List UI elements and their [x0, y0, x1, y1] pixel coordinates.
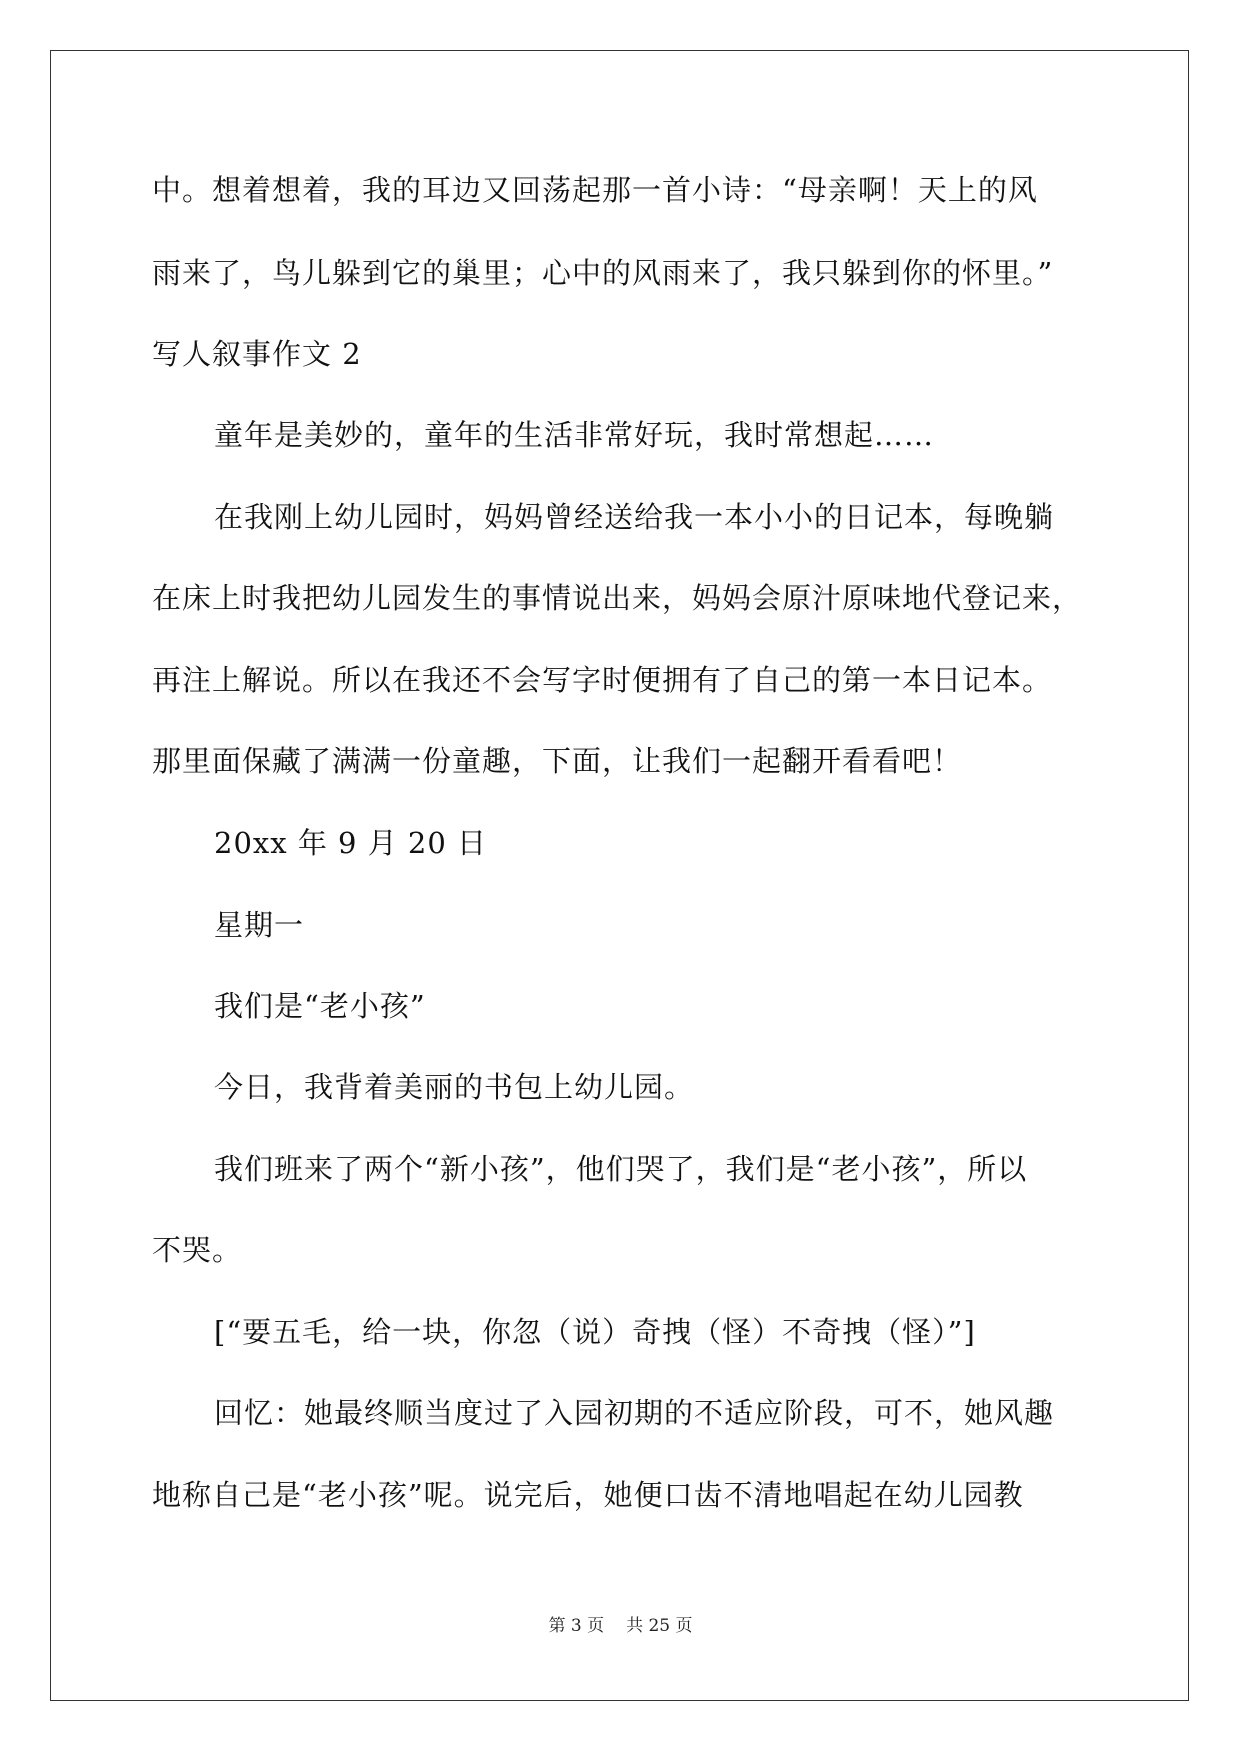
text-line-13: 我们班来了两个“新小孩”，他们哭了，我们是“老小孩”，所以 [214, 1152, 1028, 1186]
text-line-4: 童年是美妙的，童年的生活非常好玩，我时常想起…… [214, 418, 935, 452]
page-frame [50, 50, 1189, 1701]
page-total: 共 25 页 [626, 1616, 693, 1636]
diary-title: 我们是“老小孩” [214, 989, 426, 1023]
text-line-15: [“要五毛，给一块，你忽（说）奇拽（怪）不奇拽（怪）”] [214, 1315, 976, 1349]
diary-date: 20xx 年 9 月 20 日 [214, 826, 488, 860]
text-line-2: 雨来了，鸟儿躲到它的巢里；心中的风雨来了，我只躲到你的怀里。” [152, 256, 1054, 290]
text-line-8: 那里面保藏了满满一份童趣，下面，让我们一起翻开看看吧！ [152, 744, 963, 778]
section-heading: 写人叙事作文 2 [152, 337, 362, 371]
text-line-5: 在我刚上幼儿园时，妈妈曾经送给我一本小小的日记本，每晚躺 [214, 500, 1055, 534]
diary-weekday: 星期一 [214, 908, 305, 942]
text-line-17: 地称自己是“老小孩”呢。说完后，她便口齿不清地唱起在幼儿园教 [152, 1478, 1024, 1512]
text-line-14: 不哭。 [152, 1233, 243, 1267]
text-line-6: 在床上时我把幼儿园发生的事情说出来，妈妈会原汁原味地代登记来， [152, 581, 1083, 615]
text-line-16: 回忆：她最终顺当度过了入园初期的不适应阶段，可不，她风趣 [214, 1396, 1055, 1430]
text-line-7: 再注上解说。所以在我还不会写字时便拥有了自己的第一本日记本。 [152, 663, 1053, 697]
page-number: 第 3 页 [548, 1616, 605, 1636]
text-line-12: 今日，我背着美丽的书包上幼儿园。 [214, 1070, 695, 1104]
page-footer [0, 1614, 1241, 1638]
text-line-1: 中。想着想着，我的耳边又回荡起那一首小诗：“母亲啊！天上的风 [152, 173, 1038, 207]
